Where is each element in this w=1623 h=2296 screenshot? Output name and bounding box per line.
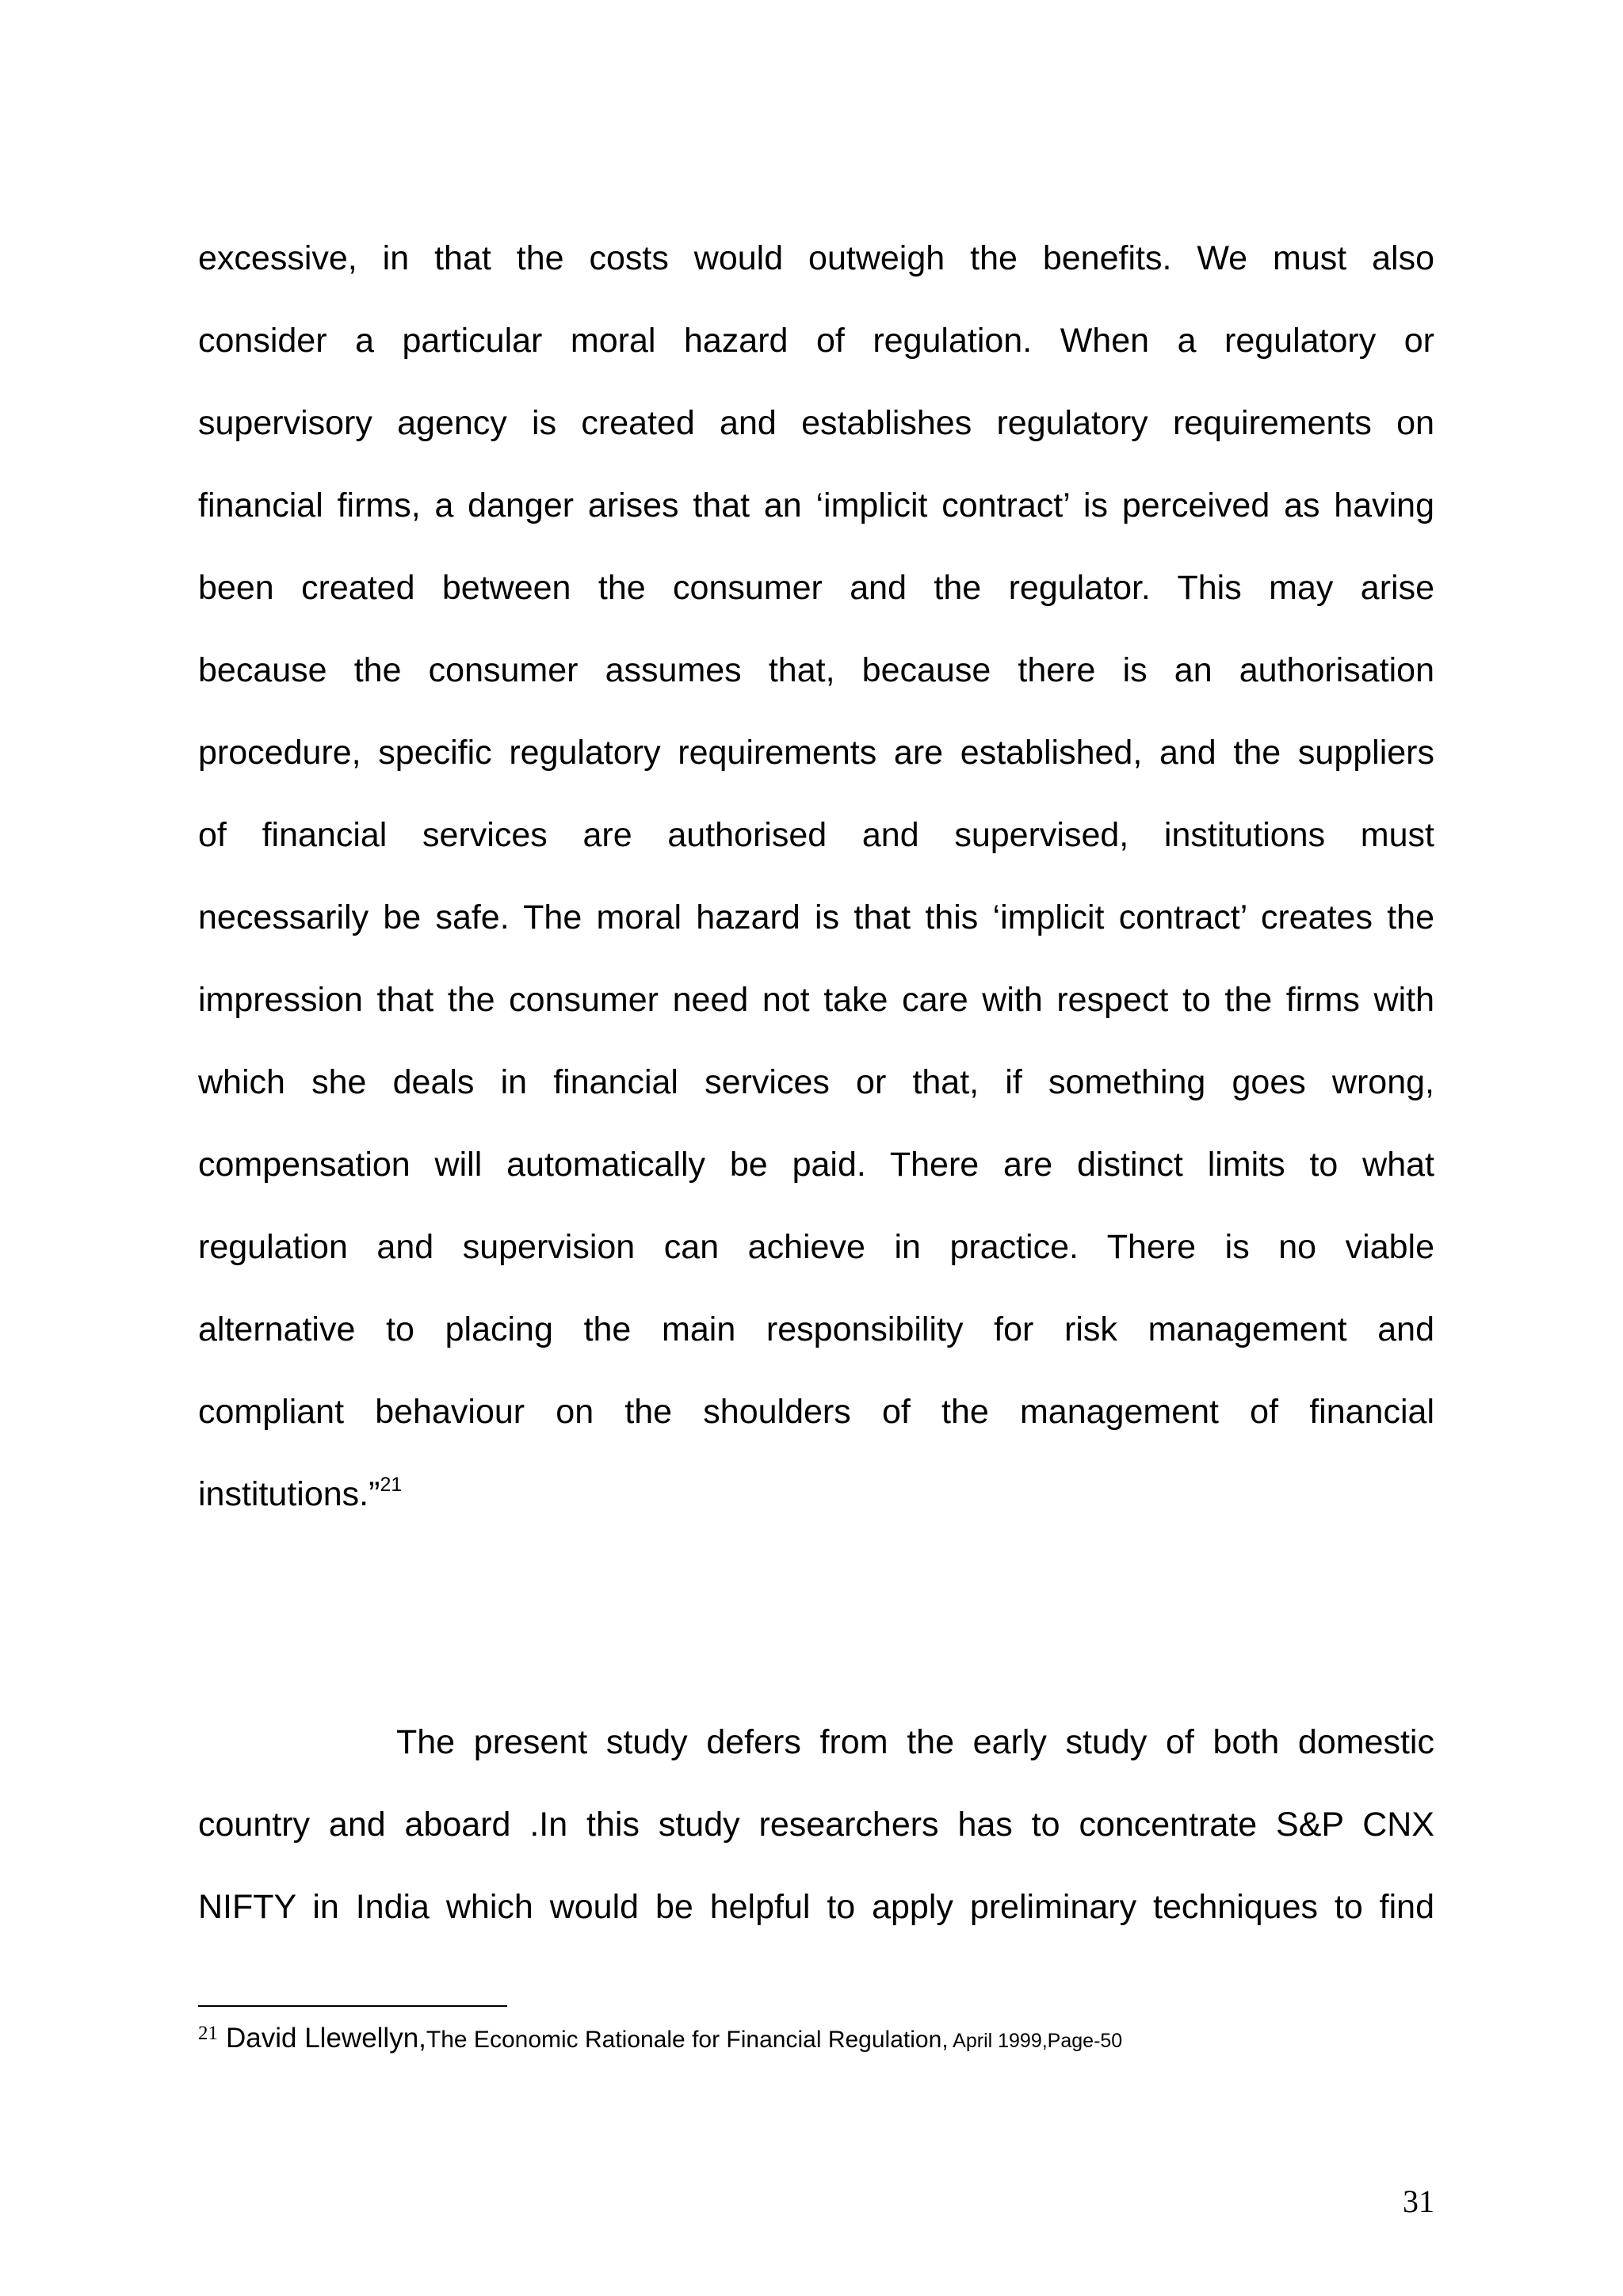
text-line: which she deals in financial services or that, if something goes wrong,: [198, 1063, 1434, 1101]
footnote-date: April 1999,Page-50: [948, 2030, 1123, 2052]
footnote: [198, 2023, 1122, 2060]
text-line: impression that the consumer need not take care with respect to the firms with: [198, 981, 1434, 1019]
paragraph-study: [198, 1701, 1434, 1948]
text-line: excessive, in that the costs would outweigh the benefits. We must also: [198, 239, 1434, 277]
text-line: compensation will automatically be paid. There are distinct limits to what: [198, 1146, 1434, 1184]
footnote-number: 21: [198, 2023, 218, 2044]
text-line: consider a particular moral hazard of regulation. When a regulatory or: [198, 322, 1434, 360]
page-number: 31: [1403, 2183, 1434, 2219]
text-line: because the consumer assumes that, because there is an authorisation: [198, 651, 1434, 689]
footnote-separator: [198, 2005, 507, 2007]
text-line: financial firms, a danger arises that an ‘implicit contract’ is perceived as having: [198, 486, 1434, 524]
text-line: supervisory agency is created and establishes regulatory requirements on: [198, 404, 1434, 442]
text-line-last: [198, 1453, 1434, 1535]
paragraph-quote: [198, 217, 1434, 1535]
text-line: alternative to placing the main responsibility for risk management and: [198, 1310, 1434, 1348]
text-line: regulation and supervision can achieve in practice. There is no viable: [198, 1228, 1434, 1266]
footnote-author: David Llewellyn,: [226, 2023, 426, 2054]
text-line: country and aboard .In this study researchers has to concentrate S&P CNX: [198, 1806, 1434, 1844]
text-line: procedure, specific regulatory requirements are established, and the suppliers: [198, 734, 1434, 772]
footnote-reference: 21: [380, 1474, 403, 1496]
text-line-content: institutions.”: [198, 1475, 380, 1513]
text-line: necessarily be safe. The moral hazard is that this ‘implicit contract’ creates the: [198, 898, 1434, 936]
text-line: been created between the consumer and the regulator. This may arise: [198, 569, 1434, 607]
text-line: compliant behaviour on the shoulders of the management of financial: [198, 1393, 1434, 1431]
text-line: of financial services are authorised and supervised, institutions must: [198, 816, 1434, 854]
text-line: NIFTY in India which would be helpful to apply preliminary techniques to find: [198, 1888, 1434, 1926]
text-line-indented: The present study defers from the early study of both domestic: [396, 1723, 1434, 1761]
footnote-title: The Economic Rationale for Financial Regulation,: [426, 2027, 949, 2053]
